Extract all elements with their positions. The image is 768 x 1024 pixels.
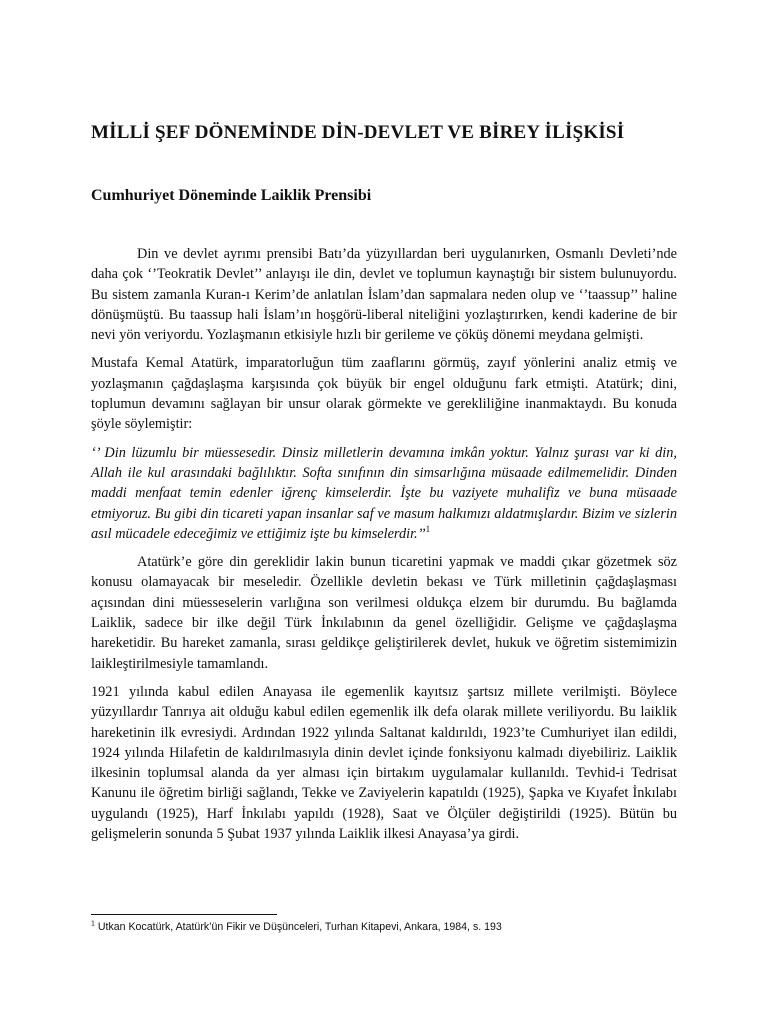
footnote-text: Utkan Kocatürk, Atatürk’ün Fikir ve Düşünceleri, Turhan Kitapevi, Ankara, 1984, s. 193	[97, 921, 502, 933]
paragraph: 1921 yılında kabul edilen Anayasa ile egemenlik kayıtsız şartsız millete verilmişti. Böylece yüzyıllardır Tanrıya ait olduğu kabul edilen egemenlik ilk defa olarak millete veriliyordu. Bu laiklik hareketinin ilk evresiydi. Ardından 1922 yılında Saltanat kaldırıldı, 1923’te Cumhuriyet ilan edildi, 1924 yılında Hilafetin de kaldırılmasıyla dinin devlet içinde fonksiyonu kalmadı diyebiliriz. Laiklik ilkesinin toplumsal alanda da yer alması için birtakım uygulamalar kullanıldı. Tevhid-i Tedrisat Kanunu ile öğretim birliği sağlandı, Tekke ve Zaviyelerin kapatıldı (1925), Şapka ve Kıyafet İnkılabı uygulandı (1925), Harf İnkılabı yapıldı (1928), Saat ve Ölçüler değiştirildi (1925). Bütün bu gelişmelerin sonunda 5 Şubat 1937 yılında Laiklik ilkesi Anayasa’ya girdi.	[91, 683, 677, 843]
footnote-reference: 1	[425, 524, 431, 535]
footnote-marker: 1	[91, 920, 95, 928]
body-text	[91, 244, 677, 852]
document-title: MİLLİ ŞEF DÖNEMİNDE DİN-DEVLET VE BİREY İLİŞKİSİ	[91, 122, 625, 143]
footnote	[91, 921, 691, 933]
section-heading: Cumhuriyet Döneminde Laiklik Prensibi	[91, 187, 372, 204]
paragraph: Atatürk’e göre din gereklidir lakin bunun ticaretini yapmak ve maddi çıkar gözetmek söz konusu olamayacak bir meseledir. Özellikle devletin bekası ve Türk milletinin çağdaşlaşması açısından dini müesseselerin varlığına son verilmesi oldukça elzem bir durumdu. Bu bağlamda Laiklik, sadece bir ilke değil Türk İnkılabının da genel özelliğidir. Gelişme ve çağdaşlaşma hareketidir. Bu hareket zamanla, sırası geldikçe geliştirilerek devlet, hukuk ve öğretim sistemimizin laikleştirilmesiyle tamamlandı.	[91, 554, 677, 672]
paragraph: Mustafa Kemal Atatürk, imparatorluğun tüm zaaflarını görmüş, zayıf yönlerini analiz etmiş ve yozlaşmanın çağdaşlaşma karşısında çok büyük bir engel olduğunu fark etmişti. Atatürk; dini, toplumun devamını sağlayan bir unsur olarak görmekte ve gerekliliğine inanmaktaydı. Bu konuda şöyle söylemiştir:	[91, 355, 677, 433]
quote-text: ‘’ Din lüzumlu bir müessesedir. Dinsiz milletlerin devamına imkân yoktur. Yalnız şurası var ki din, Allah ile kul arasındaki bağlılıktır. Softa sınıfının din simsarlığına müsaade edilmemelidir. Dinden maddi menfaat temin edenler iğrenç kimselerdir. İşte bu vaziyete muhalifiz ve buna müsaade etmiyoruz. Bu gibi din ticareti yapan insanlar saf ve masum halkımızı aldatmışlardır. Bizim ve sizlerin asıl mücadele edeceğimiz ve ettiğimiz işte bu kimselerdir.’’	[91, 444, 677, 542]
quote-paragraph	[91, 443, 677, 544]
footnote-separator	[91, 914, 277, 915]
paragraph: Din ve devlet ayrımı prensibi Batı’da yüzyıllardan beri uygulanırken, Osmanlı Devleti’nde daha çok ‘’Teokratik Devlet’’ anlayışı ile din, devlet ve toplumun kaynaştığı bir sistem bulunuyordu. Bu sistem zamanla Kuran-ı Kerim’de anlatılan İslam’dan sapmalara neden olup ve ‘’taassup’’ haline dönüşmüştü. Bu taassup hali İslam’ın hoşgörü-liberal niteliğini yozlaştırırken, kendi kaderine de bir nevi yön veriyordu. Yozlaşmanın etkisiyle hızlı bir gerileme ve çöküş dönemi meydana gelmişti.	[91, 246, 677, 344]
